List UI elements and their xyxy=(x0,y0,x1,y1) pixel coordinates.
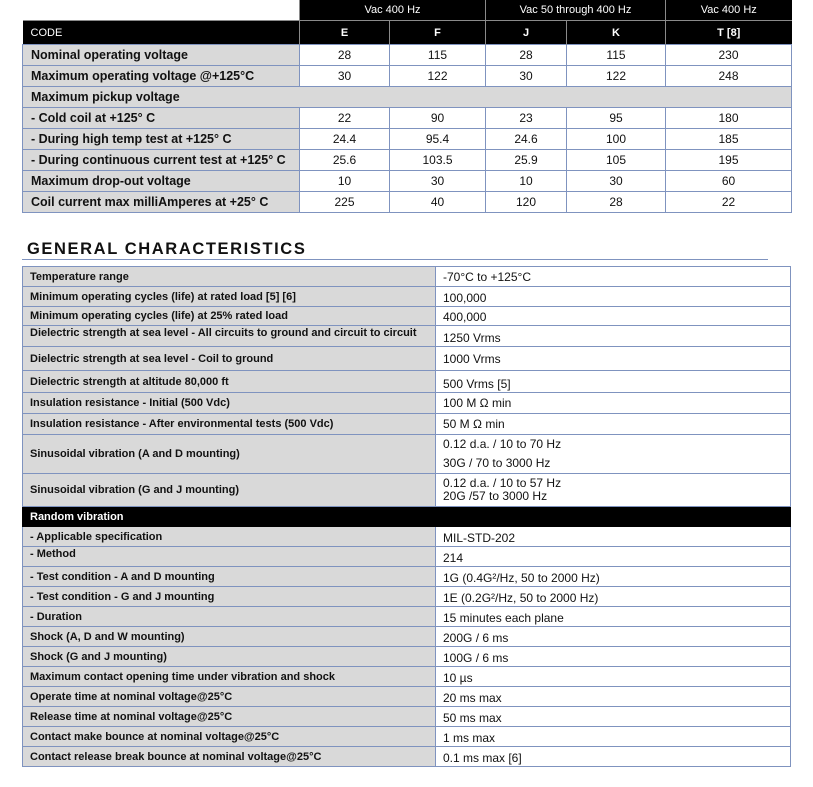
row-value: 100G / 6 ms xyxy=(436,647,791,667)
cell-value: 22 xyxy=(666,192,792,213)
row-label: Contact make bounce at nominal voltage@25°C xyxy=(23,727,436,747)
row-label: Dielectric strength at sea level - Coil to ground xyxy=(23,347,436,371)
row-value: 1G (0.4G²/Hz, 50 to 2000 Hz) xyxy=(436,567,791,587)
row-label: - During continuous current test at +125° C xyxy=(23,150,300,171)
cell-value: 95 xyxy=(567,108,666,129)
cell-value: 105 xyxy=(567,150,666,171)
cell-value: 115 xyxy=(390,45,486,66)
row-label: Sinusoidal vibration (G and J mounting) xyxy=(23,474,436,507)
table-row xyxy=(23,687,791,707)
table-row xyxy=(23,171,792,192)
row-value: 1E (0.2G²/Hz, 50 to 2000 Hz) xyxy=(436,587,791,607)
row-value: 20 ms max xyxy=(436,687,791,707)
cell-value: 115 xyxy=(567,45,666,66)
row-label: Maximum operating voltage @+125°C xyxy=(23,66,300,87)
cell-value: 230 xyxy=(666,45,792,66)
cell-value: 28 xyxy=(567,192,666,213)
row-value: 1000 Vrms xyxy=(436,347,791,371)
code-header: K xyxy=(567,21,666,45)
row-label: Coil current max milliAmperes at +25° C xyxy=(23,192,300,213)
cell-value: 100 xyxy=(567,129,666,150)
table-row xyxy=(23,707,791,727)
section-title: GENERAL CHARACTERISTICS xyxy=(27,240,307,258)
row-label: Minimum operating cycles (life) at rated load [5] [6] xyxy=(23,287,436,307)
table-row xyxy=(23,393,791,414)
table-row xyxy=(23,287,791,307)
group-header: Vac 400 Hz xyxy=(666,0,792,21)
code-header: J xyxy=(486,21,567,45)
cell-value: 103.5 xyxy=(390,150,486,171)
table-row xyxy=(23,45,792,66)
row-label: - Test condition - G and J mounting xyxy=(23,587,436,607)
row-label: Temperature range xyxy=(23,267,436,287)
table-row xyxy=(23,727,791,747)
voltage-table xyxy=(22,0,792,213)
general-characteristics-table xyxy=(22,266,791,767)
cell-value: 28 xyxy=(486,45,567,66)
row-value: 214 xyxy=(436,547,791,567)
code-header: F xyxy=(390,21,486,45)
section-row-label: Maximum pickup voltage xyxy=(23,87,792,108)
table-row xyxy=(23,307,791,326)
row-value-multiline xyxy=(436,474,791,507)
cell-value: 60 xyxy=(666,171,792,192)
table-section-row xyxy=(23,507,791,527)
table-row xyxy=(23,627,791,647)
row-label: - Applicable specification xyxy=(23,527,436,547)
row-label: Release time at nominal voltage@25°C xyxy=(23,707,436,727)
value-line: 30G / 70 to 3000 Hz xyxy=(443,456,551,470)
row-value: 1250 Vrms xyxy=(436,326,791,347)
cell-value: 25.6 xyxy=(300,150,390,171)
row-label: Dielectric strength at sea level - All circuits to ground and circuit to circuit xyxy=(23,326,436,347)
code-label: CODE xyxy=(23,21,300,45)
row-label: Maximum drop-out voltage xyxy=(23,171,300,192)
row-label: - Method xyxy=(23,547,436,567)
value-line: 0.12 d.a. / 10 to 57 Hz xyxy=(443,476,562,490)
row-label: - Duration xyxy=(23,607,436,627)
code-header: E xyxy=(300,21,390,45)
value-line: 0.12 d.a. / 10 to 70 Hz xyxy=(443,437,562,451)
section-divider xyxy=(22,259,768,260)
table-row xyxy=(23,567,791,587)
cell-value: 22 xyxy=(300,108,390,129)
row-value: 50 M Ω min xyxy=(436,414,791,435)
table-row xyxy=(23,747,791,767)
row-label: Insulation resistance - After environmental tests (500 Vdc) xyxy=(23,414,436,435)
table-row xyxy=(23,527,791,547)
table-row xyxy=(23,150,792,171)
cell-value: 225 xyxy=(300,192,390,213)
table-row xyxy=(23,371,791,393)
row-label: - Cold coil at +125° C xyxy=(23,108,300,129)
row-value: 400,000 xyxy=(436,307,791,326)
table-row xyxy=(23,474,791,507)
table-row xyxy=(23,267,791,287)
cell-value: 23 xyxy=(486,108,567,129)
row-value: 100 M Ω min xyxy=(436,393,791,414)
row-label: Nominal operating voltage xyxy=(23,45,300,66)
row-label: Dielectric strength at altitude 80,000 ft xyxy=(23,371,436,393)
table-row xyxy=(23,129,792,150)
row-label: Insulation resistance - Initial (500 Vdc) xyxy=(23,393,436,414)
row-label: Minimum operating cycles (life) at 25% rated load xyxy=(23,307,436,326)
row-label: Maximum contact opening time under vibration and shock xyxy=(23,667,436,687)
table-row xyxy=(23,414,791,435)
row-label: Operate time at nominal voltage@25°C xyxy=(23,687,436,707)
cell-value: 180 xyxy=(666,108,792,129)
cell-value: 40 xyxy=(390,192,486,213)
cell-value: 25.9 xyxy=(486,150,567,171)
row-label: Shock (G and J mounting) xyxy=(23,647,436,667)
cell-value: 95.4 xyxy=(390,129,486,150)
row-value: MIL-STD-202 xyxy=(436,527,791,547)
row-value: 500 Vrms [5] xyxy=(436,371,791,393)
value-line: 20G /57 to 3000 Hz xyxy=(443,489,548,503)
table-row xyxy=(23,587,791,607)
row-label: - During high temp test at +125° C xyxy=(23,129,300,150)
row-value-multiline xyxy=(436,435,791,474)
cell-value: 24.4 xyxy=(300,129,390,150)
table-row xyxy=(23,108,792,129)
cell-value: 10 xyxy=(486,171,567,192)
row-label: - Test condition - A and D mounting xyxy=(23,567,436,587)
cell-value: 30 xyxy=(300,66,390,87)
code-header: T [8] xyxy=(666,21,792,45)
table-row xyxy=(23,435,791,474)
cell-value: 28 xyxy=(300,45,390,66)
cell-value: 195 xyxy=(666,150,792,171)
group-header: Vac 400 Hz xyxy=(300,0,486,21)
cell-value: 30 xyxy=(486,66,567,87)
cell-value: 122 xyxy=(567,66,666,87)
cell-value: 24.6 xyxy=(486,129,567,150)
row-value: -70°C to +125°C xyxy=(436,267,791,287)
table-row xyxy=(23,607,791,627)
row-label: Contact release break bounce at nominal voltage@25°C xyxy=(23,747,436,767)
row-label: Shock (A, D and W mounting) xyxy=(23,627,436,647)
cell-value: 122 xyxy=(390,66,486,87)
frequency-group-header xyxy=(23,0,792,21)
table-row xyxy=(23,667,791,687)
cell-value: 248 xyxy=(666,66,792,87)
code-header-row xyxy=(23,21,792,45)
table-row xyxy=(23,347,791,371)
table-row xyxy=(23,547,791,567)
table-row xyxy=(23,87,792,108)
row-value: 200G / 6 ms xyxy=(436,627,791,647)
row-value: 0.1 ms max [6] xyxy=(436,747,791,767)
row-value: 15 minutes each plane xyxy=(436,607,791,627)
row-value: 50 ms max xyxy=(436,707,791,727)
row-value: 10 µs xyxy=(436,667,791,687)
group-header: Vac 50 through 400 Hz xyxy=(486,0,666,21)
table-row xyxy=(23,66,792,87)
cell-value: 10 xyxy=(300,171,390,192)
row-value: 100,000 xyxy=(436,287,791,307)
cell-value: 185 xyxy=(666,129,792,150)
row-value: 1 ms max xyxy=(436,727,791,747)
row-label: Sinusoidal vibration (A and D mounting) xyxy=(23,435,436,474)
blank-corner xyxy=(23,0,300,21)
table-row xyxy=(23,192,792,213)
table-row xyxy=(23,647,791,667)
cell-value: 120 xyxy=(486,192,567,213)
section-row-label: Random vibration xyxy=(23,507,791,527)
cell-value: 30 xyxy=(567,171,666,192)
cell-value: 30 xyxy=(390,171,486,192)
cell-value: 90 xyxy=(390,108,486,129)
table-row xyxy=(23,326,791,347)
